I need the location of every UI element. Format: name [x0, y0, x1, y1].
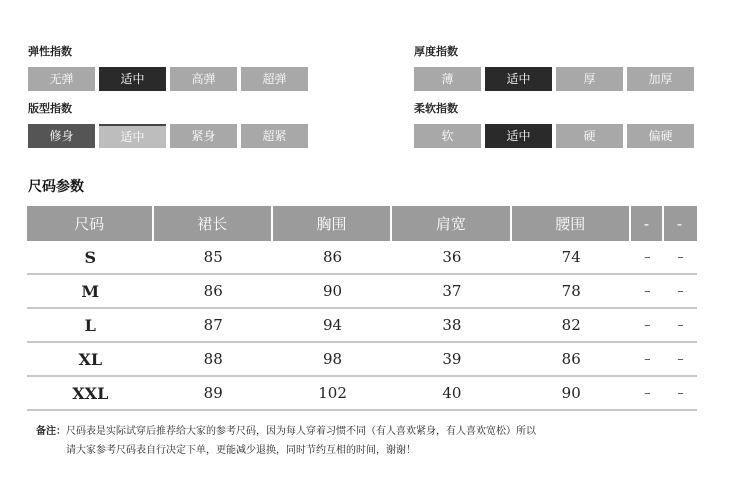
size-cell: S: [27, 241, 154, 275]
size-cell: XL: [27, 343, 154, 377]
fit-option-regular: 适中: [99, 124, 166, 148]
elasticity-option-none: 无弹: [28, 67, 95, 91]
waist-cell: 78: [512, 275, 631, 309]
blank-cell: –: [631, 309, 664, 343]
skirt-length-cell: 89: [154, 377, 273, 411]
header-size: 尺码: [27, 206, 154, 241]
blank-cell: –: [664, 241, 697, 275]
softness-option-medium-selected: 适中: [485, 124, 552, 148]
table-row: [27, 377, 697, 411]
shoulder-cell: 37: [392, 275, 511, 309]
header-bust: 胸围: [273, 206, 392, 241]
header-waist: 腰围: [512, 206, 631, 241]
softness-title: 柔软指数: [414, 102, 458, 115]
blank-cell: –: [631, 377, 664, 411]
blank-cell: –: [664, 275, 697, 309]
shoulder-cell: 36: [392, 241, 511, 275]
elasticity-options: [28, 67, 308, 91]
skirt-length-cell: 86: [154, 275, 273, 309]
thickness-option-thick: 厚: [556, 67, 623, 91]
blank-cell: –: [664, 309, 697, 343]
waist-cell: 82: [512, 309, 631, 343]
elasticity-title: 弹性指数: [28, 45, 72, 58]
bust-cell: 86: [273, 241, 392, 275]
header-skirt-length: 裙长: [154, 206, 273, 241]
remark-line-2: 请大家参考尺码表自行决定下单，更能减少退换，同时节约互相的时间，谢谢！: [66, 445, 416, 456]
fit-option-slim-selected: 修身: [28, 124, 95, 148]
fit-option-extra-tight: 超紧: [241, 124, 308, 148]
fit-options: [28, 124, 308, 148]
softness-option-rather-hard: 偏硬: [627, 124, 694, 148]
size-cell: L: [27, 309, 154, 343]
size-section-title: 尺码参数: [28, 179, 84, 195]
remark: [36, 422, 536, 460]
blank-cell: –: [631, 275, 664, 309]
blank-cell: –: [664, 377, 697, 411]
thickness-options: [414, 67, 694, 91]
thickness-option-thin: 薄: [414, 67, 481, 91]
header-shoulder: 肩宽: [392, 206, 511, 241]
size-table: [27, 206, 697, 411]
skirt-length-cell: 85: [154, 241, 273, 275]
thickness-option-extra-thick: 加厚: [627, 67, 694, 91]
elasticity-option-medium-selected: 适中: [99, 67, 166, 91]
softness-option-hard: 硬: [556, 124, 623, 148]
header-blank-2: -: [664, 206, 697, 241]
skirt-length-cell: 88: [154, 343, 273, 377]
shoulder-cell: 40: [392, 377, 511, 411]
table-row: [27, 275, 697, 309]
bust-cell: 102: [273, 377, 392, 411]
bust-cell: 90: [273, 275, 392, 309]
blank-cell: –: [664, 343, 697, 377]
size-cell: M: [27, 275, 154, 309]
bust-cell: 94: [273, 309, 392, 343]
table-row: [27, 343, 697, 377]
waist-cell: 90: [512, 377, 631, 411]
blank-cell: –: [631, 241, 664, 275]
remark-label: 备注：: [36, 426, 66, 437]
waist-cell: 86: [512, 343, 631, 377]
waist-cell: 74: [512, 241, 631, 275]
header-blank-1: -: [631, 206, 664, 241]
remark-line-1: 尺码表是实际试穿后推荐给大家的参考尺码，因为每人穿着习惯不同（有人喜欢紧身，有人喜欢宽松）所以: [66, 426, 536, 437]
thickness-title: 厚度指数: [414, 45, 458, 58]
thickness-option-medium-selected: 适中: [485, 67, 552, 91]
elasticity-option-high: 高弹: [170, 67, 237, 91]
fit-title: 版型指数: [28, 102, 72, 115]
bust-cell: 98: [273, 343, 392, 377]
shoulder-cell: 39: [392, 343, 511, 377]
blank-cell: –: [631, 343, 664, 377]
fit-option-tight: 紧身: [170, 124, 237, 148]
size-table-header-row: [27, 206, 697, 241]
size-cell: XXL: [27, 377, 154, 411]
elasticity-option-super: 超弹: [241, 67, 308, 91]
skirt-length-cell: 87: [154, 309, 273, 343]
table-row: [27, 309, 697, 343]
softness-options: [414, 124, 694, 148]
softness-option-soft: 软: [414, 124, 481, 148]
shoulder-cell: 38: [392, 309, 511, 343]
table-row: [27, 241, 697, 275]
